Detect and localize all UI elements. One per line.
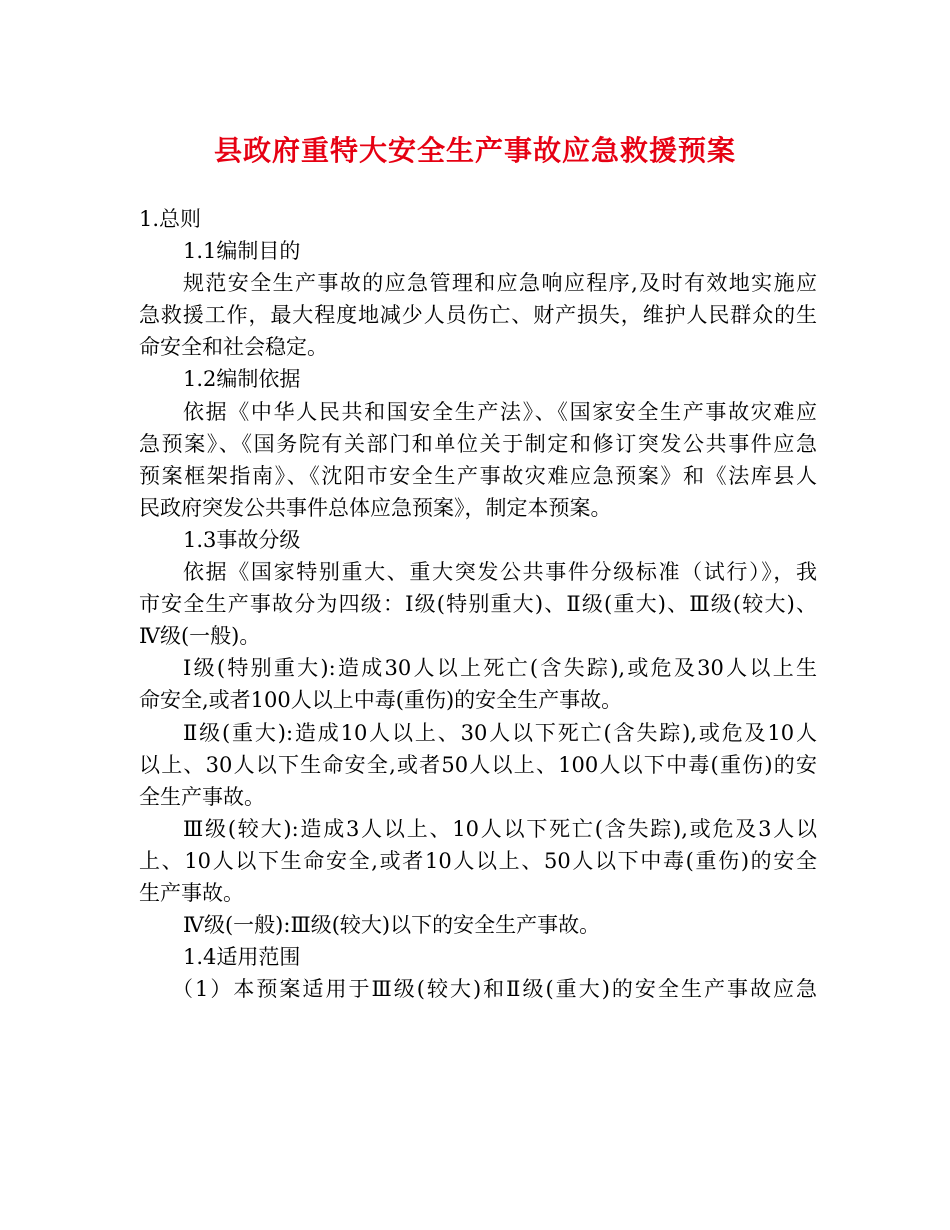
text-line: 命安全,或者100人以上中毒(重伤)的安全生产事故。 xyxy=(139,688,623,713)
text-line: Ⅳ级(一般)。 xyxy=(139,624,261,649)
text-line: 依据《国家特别重大、重大突发公共事件分级标准（试行）》，我 xyxy=(183,560,817,585)
document-body xyxy=(139,203,817,1005)
text-line: 上、10人以下生命安全,或者10人以上、50人以下中毒(重伤)的安全 xyxy=(139,848,817,873)
text-line: 1.2编制依据 xyxy=(183,367,301,392)
text-line: 市安全生产事故分为四级：Ⅰ级(特别重大)、Ⅱ级(重大)、Ⅲ级(较大)、 xyxy=(139,592,817,617)
text-line: 生产事故。 xyxy=(139,880,244,905)
text-line: 急救援工作，最大程度地减少人员伤亡、财产损失，维护人民群众的生 xyxy=(139,303,817,328)
text-line: 全生产事故。 xyxy=(139,784,265,809)
text-line: 规范安全生产事故的应急管理和应急响应程序,及时有效地实施应 xyxy=(183,271,817,296)
text-line: 预案框架指南》、《沈阳市安全生产事故灾难应急预案》和《法库县人 xyxy=(139,463,817,488)
text-line: 以上、30人以下生命安全,或者50人以上、100人以下中毒(重伤)的安 xyxy=(139,752,817,777)
text-line: 民政府突发公共事件总体应急预案》，制定本预案。 xyxy=(139,495,612,520)
text-line: Ⅱ级(重大):造成10人以上、30人以下死亡(含失踪),或危及10人 xyxy=(183,720,817,745)
text-line: 1.1编制目的 xyxy=(183,239,301,264)
text-line: 1.4适用范围 xyxy=(183,945,301,970)
text-line: Ⅰ级(特别重大):造成30人以上死亡(含失踪),或危及30人以上生 xyxy=(183,656,817,681)
text-line: （1）本预案适用于Ⅲ级(较大)和Ⅱ级(重大)的安全生产事故应急 xyxy=(172,977,817,1002)
text-line: 1.3事故分级 xyxy=(183,527,301,552)
text-line: 命安全和社会稳定。 xyxy=(139,335,328,360)
document-title: 县政府重特大安全生产事故应急救援预案 xyxy=(213,134,736,167)
text-line: 1.总则 xyxy=(139,207,202,231)
text-line: Ⅳ级(一般):Ⅲ级(较大)以下的安全生产事故。 xyxy=(183,913,601,938)
text-line: 依据《中华人民共和国安全生产法》、《国家安全生产事故灾难应 xyxy=(183,399,817,424)
text-line: Ⅲ级(较大):造成3人以上、10人以下死亡(含失踪),或危及3人以 xyxy=(183,816,817,841)
text-line: 急预案》、《国务院有关部门和单位关于制定和修订突发公共事件应急 xyxy=(139,431,817,456)
